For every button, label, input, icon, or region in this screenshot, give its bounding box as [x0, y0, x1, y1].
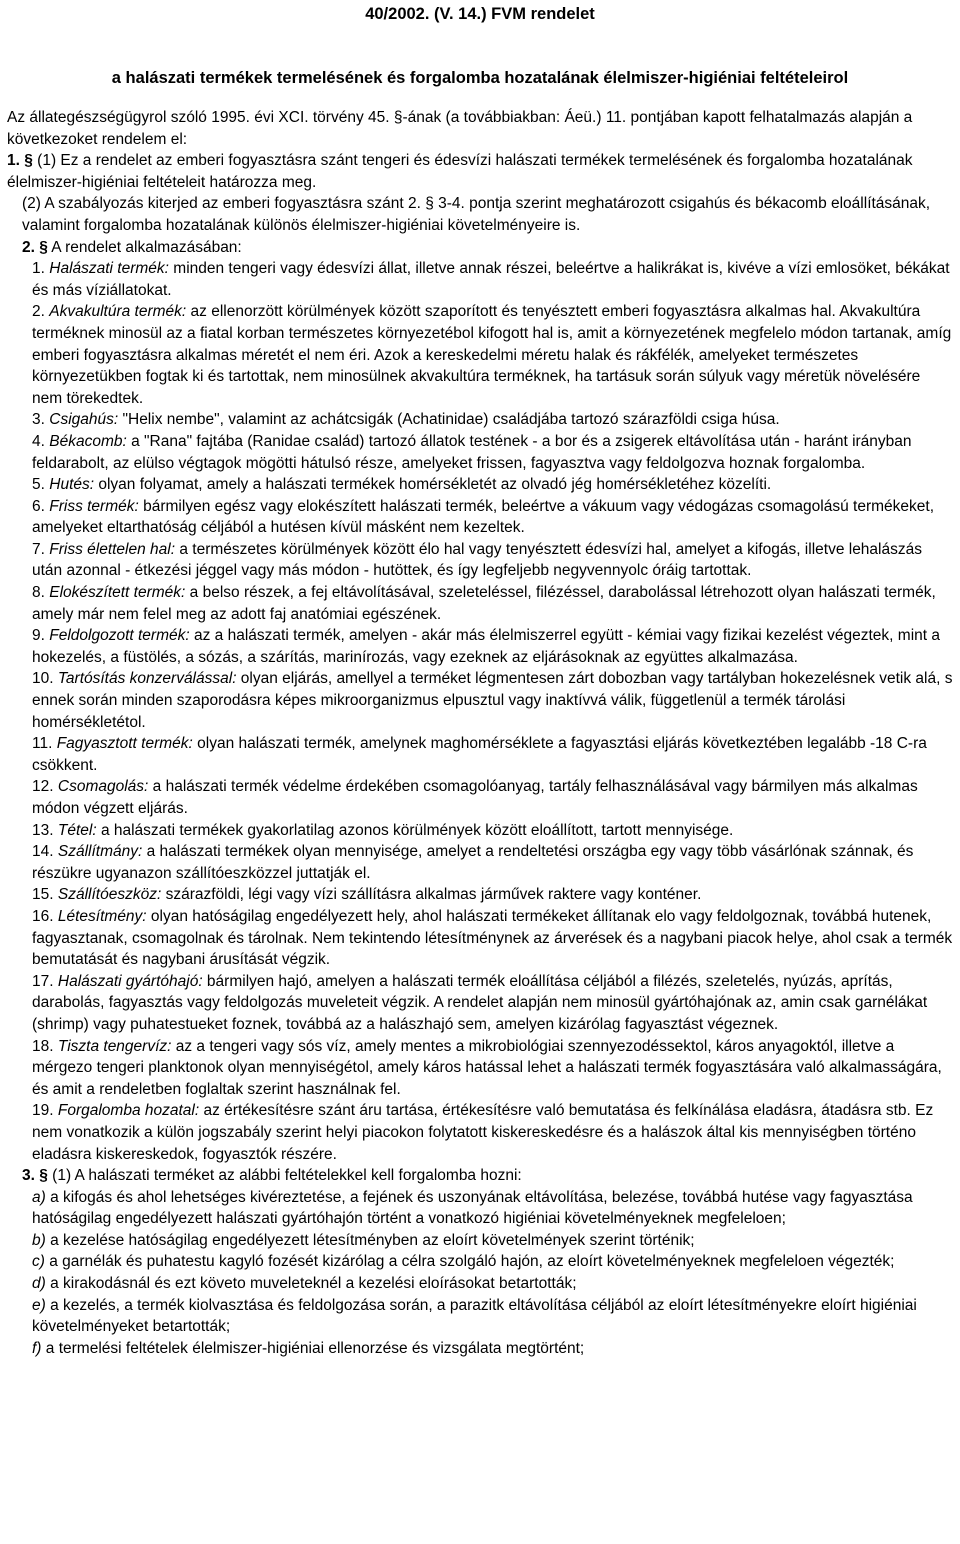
definition-number: 1. [32, 260, 45, 278]
definition-number: 4. [32, 432, 45, 450]
definition-item [7, 971, 953, 1036]
definition-item [7, 668, 953, 733]
condition-text: a garnélák és puhatestu kagyló fozését kizárólag a célra szolgáló hajón, az eloírt követelményeknek megfeleloen végezték; [44, 1253, 895, 1271]
definition-item [7, 409, 953, 431]
definition-item [7, 474, 953, 496]
definition-number: 9. [32, 627, 45, 645]
condition-letter: a) [32, 1188, 46, 1206]
definition-item [7, 733, 953, 776]
condition-text: a kifogás és ahol lehetséges kivéreztetése, a fejének és uszonyának eltávolítása, belezése, továbbá hutése vagy fagyasztása hatóságilag engedélyezett halászati gyártóhajón történt a vonatkozó higiéniai követelményeknek megfeleloen; [32, 1188, 913, 1228]
definition-term: Tiszta tengervíz: [57, 1037, 172, 1055]
condition-letter: e) [32, 1296, 46, 1314]
section-1-para-2: (2) A szabályozás kiterjed az emberi fogyasztásra szánt 2. § 3-4. pontja szerint meghatározott csigahús és békacomb eloállításának, valamint forgalomba hozatalának különös élelmiszer-higiéniai követelményeire is. [22, 195, 931, 234]
definition-term: Halászati gyártóhajó: [57, 972, 203, 990]
definition-text: minden tengeri vagy édesvízi állat, illetve annak részei, beleértve a halikrákat is, kivéve a vízi emlosöket, békákat és más víziállatokat. [32, 260, 950, 299]
definition-text: szárazföldi, légi vagy vízi szállításra alkalmas járművek raktere vagy konténer. [161, 886, 702, 904]
definition-term: Friss termék: [49, 497, 139, 515]
section-number: 2. § [22, 238, 48, 256]
definition-text: a "Rana" fajtába (Ranidae család) tartozó állatok testének - a bor és a zsigerek eltávolítása után - haránt irányban feldarabolt, az elülso végtagok mögötti hátulsó része, amelyeket frissen, fagyasztva vagy feldolgozva hoznak forgalomba. [32, 432, 912, 472]
definition-text: "Helix nembe", valamint az achátcsigák (Achatinidae) családjába tartozó szárazföldi csiga húsa. [118, 411, 780, 429]
definition-text: az a halászati termék, amelyen - akár más élelmiszerrel együtt - kémiai vagy fizikai kezelést végeztek, mint a hokezelés, a füstölés, a sózás, a szárítás, marinírozás, vagy ezeknek az eljárásoknak az együttes alkalmazása. [32, 627, 940, 666]
condition-text: a termelési feltételek élelmiszer-higiéniai ellenorzése és vizsgálata megtörtént; [41, 1339, 585, 1357]
definition-term: Csomagolás: [57, 778, 149, 796]
definition-text: a halászati termék védelme érdekében csomagolóanyag, tartály felhasználásával vagy bármilyen más alkalmas módon végzett eljárás. [32, 778, 918, 817]
definition-text: olyan eljárás, amellyel a terméket légmentesen zárt dobozban vagy tartályban hokezelésnek vetik alá, s ennek során minden szaporodásra képes mikroorganizmus elpusztul vagy inaktívvá válik, függetlenül a termék tárolási homérsékletétol. [32, 670, 953, 731]
definition-item [7, 431, 953, 474]
definition-term: Létesítmény: [57, 907, 147, 925]
definition-number: 11. [32, 735, 53, 753]
section-3-heading: 3. § (1) A halászati terméket az alábbi feltételekkel kell forgalomba hozni: [22, 1167, 522, 1185]
definition-item [7, 906, 953, 971]
definition-term: Békacomb: [49, 432, 127, 450]
definition-number: 15. [32, 886, 54, 904]
definition-number: 13. [32, 821, 54, 839]
definition-text: bármilyen egész vagy elokészített halászati termék, beleértve a vákuum vagy védogázas csomagolású termékeket, amelyeket eltarthatóság céljából a hutésen kívül másként nem kezeltek. [32, 497, 935, 537]
definition-term: Fagyasztott termék: [56, 735, 193, 753]
definition-text: a halászati termékek gyakorlatilag azonos körülmények között eloállított, tartott mennyisége. [96, 821, 734, 839]
condition-item [7, 1187, 953, 1230]
definition-number: 3. [32, 411, 45, 429]
condition-letter: f) [32, 1339, 42, 1357]
definition-text: a belso részek, a fej eltávolításával, szeleteléssel, filézéssel, darabolással létrehozott olyan halászati termék, amely már nem felel meg az adott faj anatómiai egészének. [32, 584, 936, 623]
condition-letter: b) [32, 1231, 46, 1249]
section-2-heading: 2. § A rendelet alkalmazásában: [22, 238, 242, 256]
definition-text: olyan folyamat, amely a halászati termékek homérsékletét az olvadó jég homérsékletéhez közelíti. [94, 476, 772, 494]
condition-letter: c) [32, 1253, 45, 1271]
section-1-para-1: 1. § (1) Ez a rendelet az emberi fogyasztásra szánt tengeri és édesvízi halászati termékek termelésének és forgalomba hozatalának élelmiszer-higiéniai feltételeit határozza meg. [7, 152, 913, 191]
definition-number: 10. [32, 670, 54, 688]
definition-item [7, 1036, 953, 1101]
condition-text: a kezelése hatóságilag engedélyezett létesítményben az eloírt követelmények szerint történik; [45, 1231, 695, 1249]
definition-number: 7. [32, 540, 45, 558]
definition-term: Forgalomba hozatal: [57, 1102, 200, 1120]
definition-term: Tétel: [57, 821, 97, 839]
definition-number: 2. [32, 303, 45, 321]
condition-text: a kirakodásnál és ezt követo muveleteknél a kezelési eloírásokat betartották; [45, 1275, 577, 1293]
definition-text: olyan hatóságilag engedélyezett hely, ahol halászati termékeket állítanak elo vagy feldolgoznak, továbbá hutenek, fagyasztanak, csomagolnak és tárolnak. Nem tekintendo létesítménynek az árverések és a nagybani piacok helye, ahol csak a termék bemutatását és nagybani árusítását végzik. [32, 907, 953, 969]
section-number: 3. § [22, 1167, 48, 1185]
intro-paragraph: Az állategészségügyrol szóló 1995. évi XCI. törvény 45. §-ának (a továbbiakban: Áeü.) 11. pontjában kapott felhatalmazás alapján a következoket rendelem el: [7, 109, 913, 148]
definition-term: Akvakultúra termék: [49, 303, 187, 321]
condition-text: a kezelés, a termék kiolvasztása és feldolgozása során, a parazitk eltávolítása céljából az eloírt létesítményekre eloírt higiéniai követelményeket betartották; [32, 1296, 917, 1336]
definition-text: bármilyen hajó, amelyen a halászati termék eloállítása céljából a filézés, szeletelés, nyúzás, aprítás, darabolás, fagyasztás vagy feldolgozás muveleteit végzik. A rendelet alapján nem minosül gyártóhajónak az, amin csak garnélákat (shrimp) vagy puhatestueket foznek, továbbá az a halászhajó sem, amelyen kizárólag fagyasztást végeznek. [32, 972, 928, 1033]
definition-item [7, 496, 953, 539]
definitions-list [7, 258, 953, 1165]
regulation-subtitle: a halászati termékek termelésének és forgalomba hozatalának élelmiszer-higiéniai feltételeirol [111, 69, 849, 87]
condition-item [7, 1251, 953, 1273]
definition-term: Feldolgozott termék: [49, 627, 190, 645]
definition-text: a halászati termékek olyan mennyisége, amelyet a rendeltetési országba egy vagy több vásárlónak szánnak, és részükre ugyanazon szállítóeszközzel juttatják el. [32, 843, 914, 882]
definition-number: 6. [32, 497, 45, 515]
definition-number: 8. [32, 584, 45, 602]
definition-item [7, 301, 953, 409]
conditions-list [7, 1187, 953, 1360]
definition-number: 18. [32, 1037, 54, 1055]
definition-term: Tartósítás konzerválással: [57, 670, 237, 688]
condition-item [7, 1230, 953, 1252]
definition-number: 16. [32, 907, 54, 925]
definition-term: Szállítmány: [57, 843, 143, 861]
document-body [7, 107, 953, 1359]
definition-text: az a tengeri vagy sós víz, amely mentes a mikrobiológiai szennyezodéssektol, káros anyagoktól, illetve a mérgezo tengeri planktonok olyan mennyiségétol, amely káros hatással lehet a halászati termék fogyasztására való alkalmasságára, és amit a rendeletben foglaltak szerint használnak fel. [32, 1037, 942, 1098]
condition-letter: d) [32, 1275, 46, 1293]
definition-text: az ellenorzött körülmények között szaporított és tenyésztett emberi fogyasztásra alkalmas hal. Akvakultúra terméknek minosül az a fiatal korban természetes környezetébol kifogott hal is, amit a környezetének megfelelo módon tartanak, amíg emberi fogyasztásra alkalmas méretét el nem éri. Azok a kereskedelmi méretu halak és rákfélék, amelyeket természetes környezetükben fogtak ki és tartottak, nem minosülnek akvakultúra terméknek, ha tartásuk során súlyuk vagy méretük növelésére nem törekedtek. [32, 303, 952, 407]
definition-text: az értékesítésre szánt áru tartása, értékesítésre való bemutatása és felkínálása eladásra, átadásra stb. Ez nem vonatkozik a külön jogszabály szerint helyi piacokon folytatott kiskereskedésre és a halászok által kis mennyiségben történo eladásra kiskereskedok, fogyasztók részére. [32, 1102, 934, 1163]
definition-number: 12. [32, 778, 54, 796]
page-title: 40/2002. (V. 14.) FVM rendelet [365, 5, 595, 23]
definition-item [7, 625, 953, 668]
definition-term: Hutés: [49, 476, 95, 494]
definition-item [7, 820, 953, 842]
definition-term: Szállítóeszköz: [57, 886, 162, 904]
condition-item [7, 1273, 953, 1295]
definition-number: 14. [32, 843, 54, 861]
condition-item [7, 1295, 953, 1338]
condition-item [7, 1338, 953, 1360]
definition-text: a természetes körülmények között élo hal vagy tenyésztett édesvízi hal, amelyet a kifogás, illetve lehalászás után azonnal - étkezési jéggel vagy más módon - hutöttek, és így legfeljebb negyvennyolc óráig tartottak. [32, 540, 922, 580]
definition-number: 19. [32, 1102, 54, 1120]
definition-item [7, 1100, 953, 1165]
definition-term: Halászati termék: [49, 260, 169, 278]
definition-number: 5. [32, 476, 45, 494]
definition-item [7, 258, 953, 301]
definition-item [7, 582, 953, 625]
definition-term: Friss élettelen hal: [49, 540, 176, 558]
definition-item [7, 776, 953, 819]
definition-term: Csigahús: [49, 411, 119, 429]
section-number: 1. § [7, 152, 33, 170]
definition-item [7, 884, 953, 906]
definition-term: Elokészített termék: [49, 584, 186, 602]
definition-item [7, 841, 953, 884]
definition-number: 17. [32, 972, 54, 990]
definition-item [7, 539, 953, 582]
definition-text: olyan halászati termék, amelynek maghomérséklete a fagyasztási eljárás következtében legalább -18 C-ra csökkent. [32, 735, 927, 774]
